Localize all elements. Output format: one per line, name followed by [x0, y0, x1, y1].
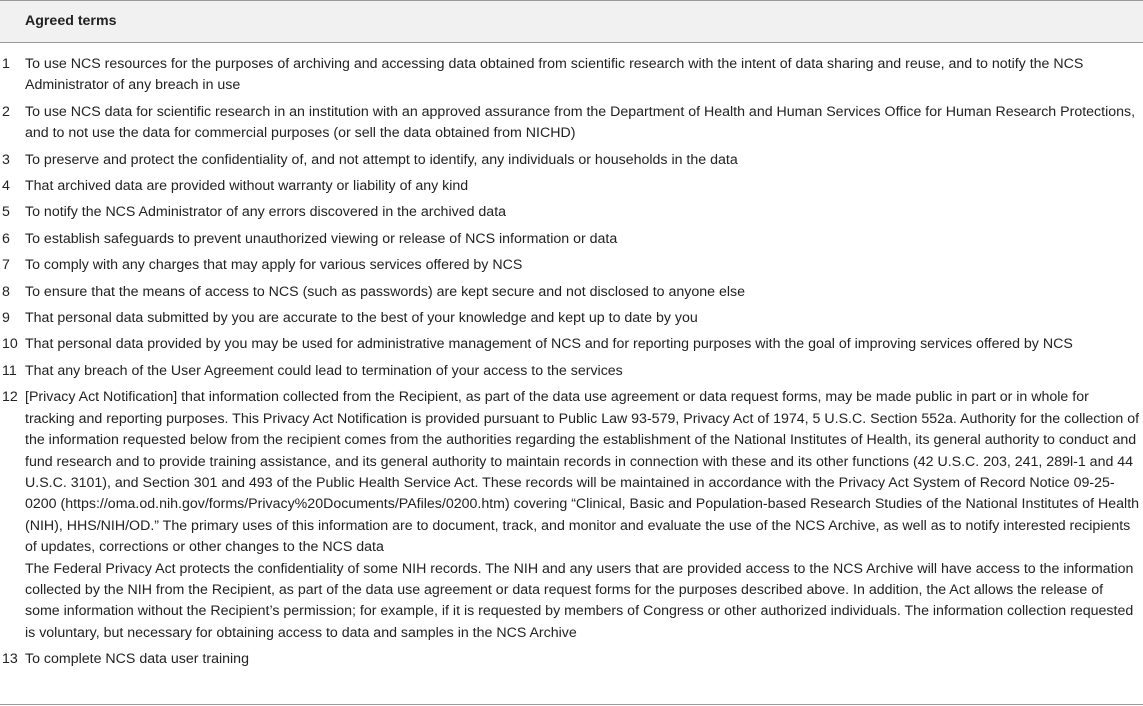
- row-text: To use NCS resources for the purposes of archiving and accessing data obtained from scientific research with the intent of data sharing and reuse, and to notify the NCS Administrator of any breach in use: [25, 56, 1084, 94]
- row-number: 8: [2, 283, 10, 300]
- table-row: [0, 387, 1143, 644]
- table-row: [0, 176, 1143, 197]
- row-text: To notify the NCS Administrator of any errors discovered in the archived data: [25, 204, 507, 221]
- table-row: [0, 202, 1143, 223]
- row-text: That personal data submitted by you are accurate to the best of your knowledge and kept up to date by you: [25, 310, 698, 327]
- row-number: 12: [2, 389, 18, 406]
- table-row: [0, 308, 1143, 329]
- table-row: [0, 255, 1143, 276]
- row-number: 1: [2, 56, 10, 72]
- row-text: That any breach of the User Agreement could lead to termination of your access to the services: [25, 362, 623, 379]
- table-bottom-rule: [0, 704, 1143, 705]
- row-number: 4: [2, 178, 10, 195]
- row-text: That archived data are provided without warranty or liability of any kind: [25, 178, 469, 195]
- row-text: That personal data provided by you may be used for administrative management of NCS and for reporting purposes with the goal of improving services offered by NCS: [25, 336, 1073, 353]
- row-number: 7: [2, 257, 10, 274]
- row-number: 2: [2, 103, 10, 120]
- row-number: 5: [2, 204, 10, 221]
- row-number: 10: [2, 336, 18, 353]
- privacy-notification-paragraph: [Privacy Act Notification] that information collected from the Recipient, as part of the data use agreement or data request forms, may be made public in part or in whole for tracking and reporting purposes. This Privacy Act Notification is provided pursuant to Public Law 93-579, Privacy Act of 1974, 5 U.S.C. Section 552a. Authority for the collection of the information requested below from the recipient comes from the authorities regarding the establishment of the National Institutes of Health, its general authority to conduct and fund research and to provide training assistance, and its general authority to maintain records in connection with these and its other functions (42 U.S.C. 203, 241, 289l-1 and 44 U.S.C. 3101), and Section 301 and 493 of the Public Health Service Act. These records will be maintained in accordance with the Privacy Act System of Record Notice 09-25-0200 (https://oma.od.nih.gov/forms/Privacy%20Documents/PAfiles/0200.htm) covering “Clinical, Basic and Population-based Research Studies of the National Institutes of Health (NIH), HHS/NIH/OD.” The primary uses of this information are to document, track, and monitor and evaluate the use of the NCS Archive, as well as to notify interested recipients of updates, corrections or other changes to the NCS data: [25, 389, 1140, 556]
- federal-privacy-act-paragraph: The Federal Privacy Act protects the confidentiality of some NIH records. The NIH and any users that are provided access to the NCS Archive will have access to the information collected by the NIH from the Recipient, as part of the data use agreement or data request forms for the purposes described above. In addition, the Act allows the release of some information without the Recipient’s permission; for example, if it is requested by members of Congress or other authorized individuals. The information collection requested is voluntary, but necessary for obtaining access to data and samples in the NCS Archive: [25, 560, 1134, 641]
- table-header-title: Agreed terms: [25, 12, 117, 29]
- row-text: To ensure that the means of access to NCS (such as passwords) are kept secure and not disclosed to anyone else: [25, 283, 746, 300]
- row-text: To use NCS data for scientific research in an institution with an approved assurance from the Department of Health and Human Services Office for Human Research Protections, and to not use the data for commercial purposes (or sell the data obtained from NICHD): [25, 103, 1136, 142]
- row-text: To establish safeguards to prevent unauthorized viewing or release of NCS information or data: [25, 230, 618, 247]
- table-row: [0, 54, 1143, 97]
- table-header-row: [0, 0, 1143, 43]
- table-row: [0, 334, 1143, 355]
- row-number: 6: [2, 230, 10, 247]
- table-row: [0, 150, 1143, 171]
- row-text: To comply with any charges that may apply for various services offered by NCS: [25, 257, 523, 274]
- row-number: 13: [2, 651, 18, 668]
- table-row: [0, 649, 1143, 670]
- table-row: [0, 361, 1143, 382]
- row-text: To preserve and protect the confidentiality of, and not attempt to identify, any individuals or households in the data: [25, 151, 738, 168]
- table-row: [0, 282, 1143, 303]
- row-number: 3: [2, 151, 10, 168]
- table-body: [0, 43, 1143, 671]
- row-number: 9: [2, 310, 10, 327]
- row-number: 11: [2, 362, 17, 379]
- row-text: To complete NCS data user training: [25, 651, 249, 668]
- table-row: [0, 102, 1143, 145]
- row-text: [25, 387, 1143, 644]
- table-row: [0, 229, 1143, 250]
